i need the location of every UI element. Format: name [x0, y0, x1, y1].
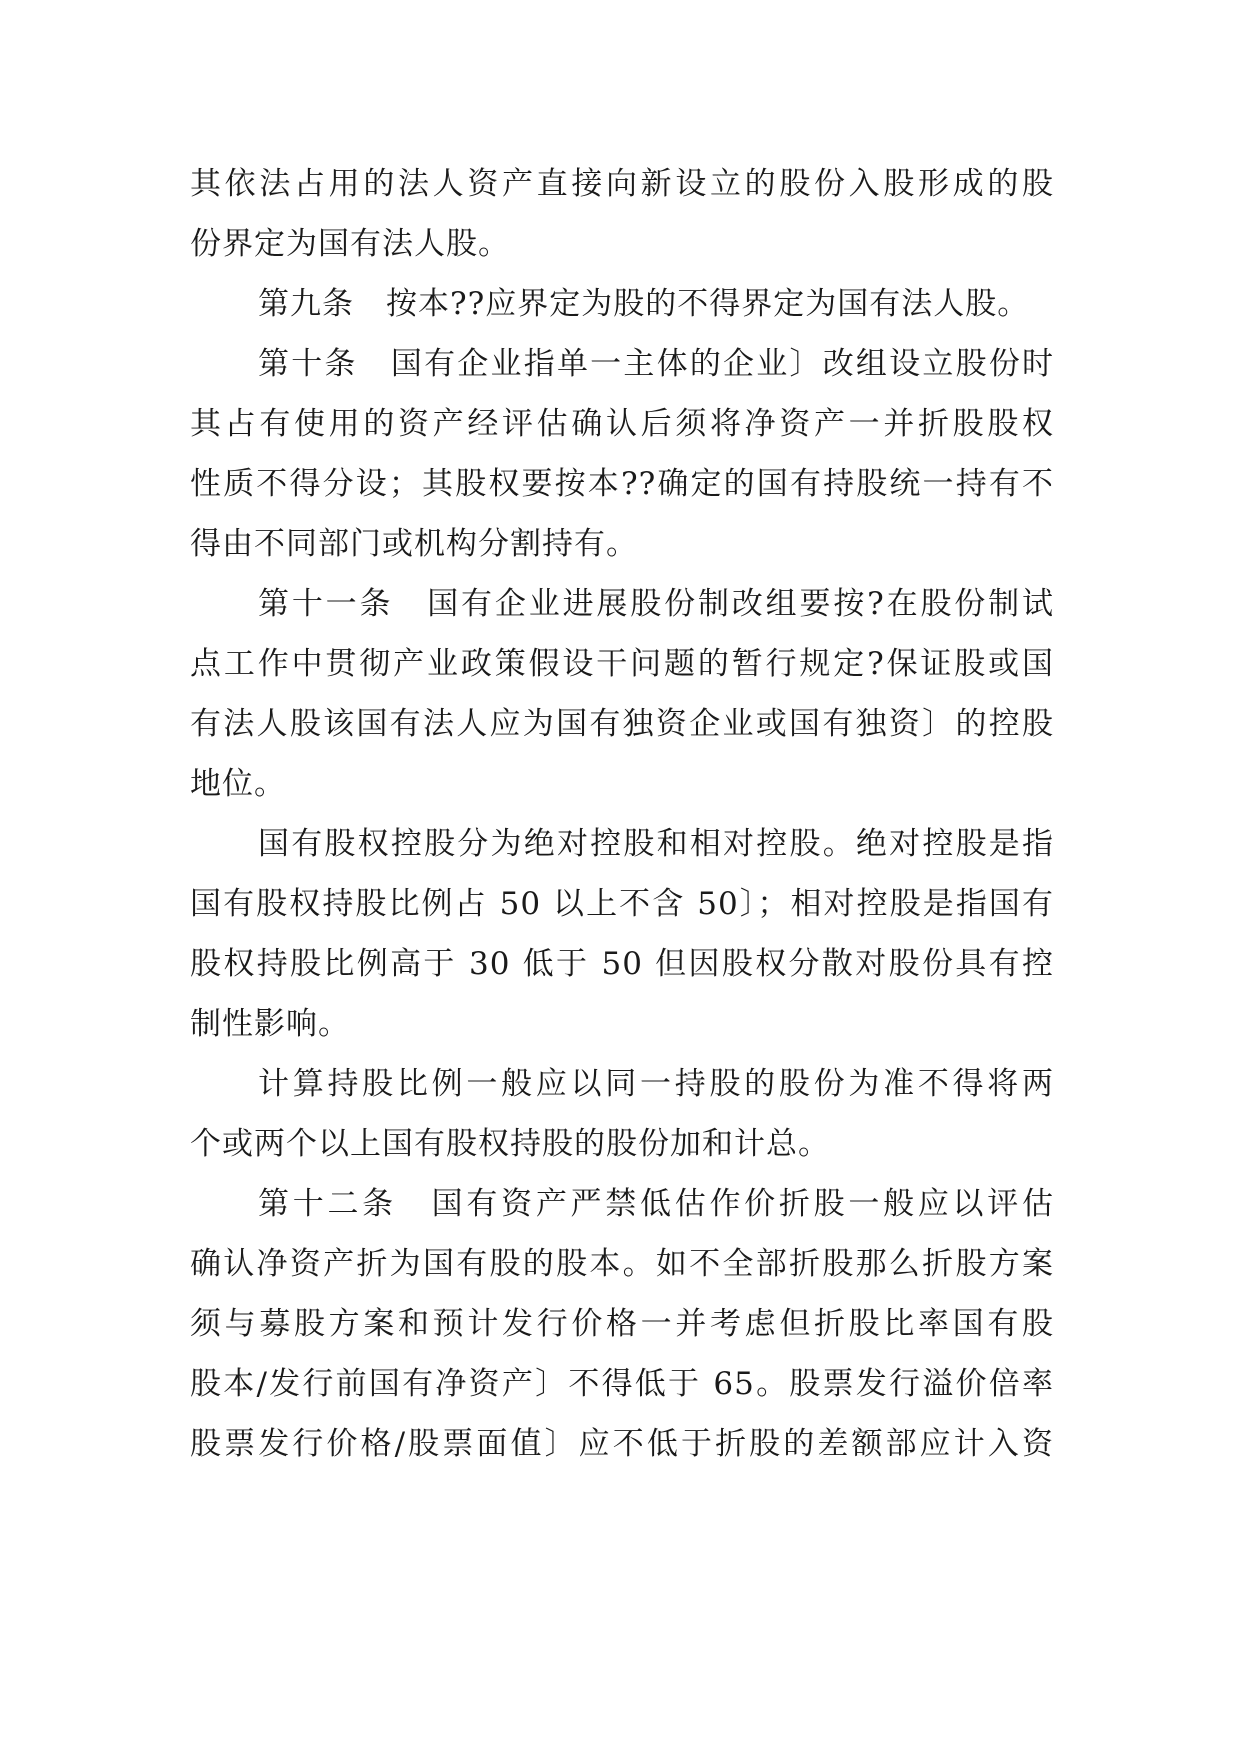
text-line: 须与募股方案和预计发行价格一并考虑但折股比率国有股	[190, 1306, 1054, 1342]
document-page	[190, 154, 1054, 1474]
text-line: 第九条 按本??应界定为股的不得界定为国有法人股。	[258, 286, 1030, 322]
text-line: 其占有使用的资产经评估确认后须将净资产一并折股股权	[190, 406, 1054, 442]
text-line: 第十一条 国有企业进展股份制改组要按?在股份制试	[258, 586, 1054, 622]
text-line: 股本/发行前国有净资产〕不得低于 65。股票发行溢价倍率	[190, 1366, 1054, 1402]
text-line: 制性影响。	[190, 1006, 350, 1042]
text-line: 得由不同部门或机构分割持有。	[190, 526, 638, 562]
text-line: 国有股权持股比例占 50 以上不含 50〕；相对控股是指国有	[190, 886, 1054, 922]
text-line: 第十二条 国有资产严禁低估作价折股一般应以评估	[258, 1186, 1054, 1222]
text-line: 国有股权控股分为绝对控股和相对控股。绝对控股是指	[258, 826, 1054, 862]
text-line: 点工作中贯彻产业政策假设干问题的暂行规定?保证股或国	[190, 646, 1054, 682]
text-line: 股权持股比例高于 30 低于 50 但因股权分散对股份具有控	[190, 946, 1054, 982]
text-line: 其依法占用的法人资产直接向新设立的股份入股形成的股	[190, 166, 1054, 202]
text-line: 个或两个以上国有股权持股的股份加和计总。	[190, 1126, 830, 1162]
text-line: 股票发行价格/股票面值〕应不低于折股的差额部应计入资	[190, 1426, 1054, 1462]
text-line: 份界定为国有法人股。	[190, 226, 510, 262]
text-line: 计算持股比例一般应以同一持股的股份为准不得将两	[258, 1066, 1054, 1102]
text-line: 地位。	[190, 766, 286, 802]
text-line: 性质不得分设；其股权要按本??确定的国有持股统一持有不	[190, 466, 1054, 502]
text-line: 有法人股该国有法人应为国有独资企业或国有独资〕的控股	[190, 706, 1054, 742]
text-line: 确认净资产折为国有股的股本。如不全部折股那么折股方案	[190, 1246, 1054, 1282]
text-line: 第十条 国有企业指单一主体的企业〕改组设立股份时	[258, 346, 1054, 382]
